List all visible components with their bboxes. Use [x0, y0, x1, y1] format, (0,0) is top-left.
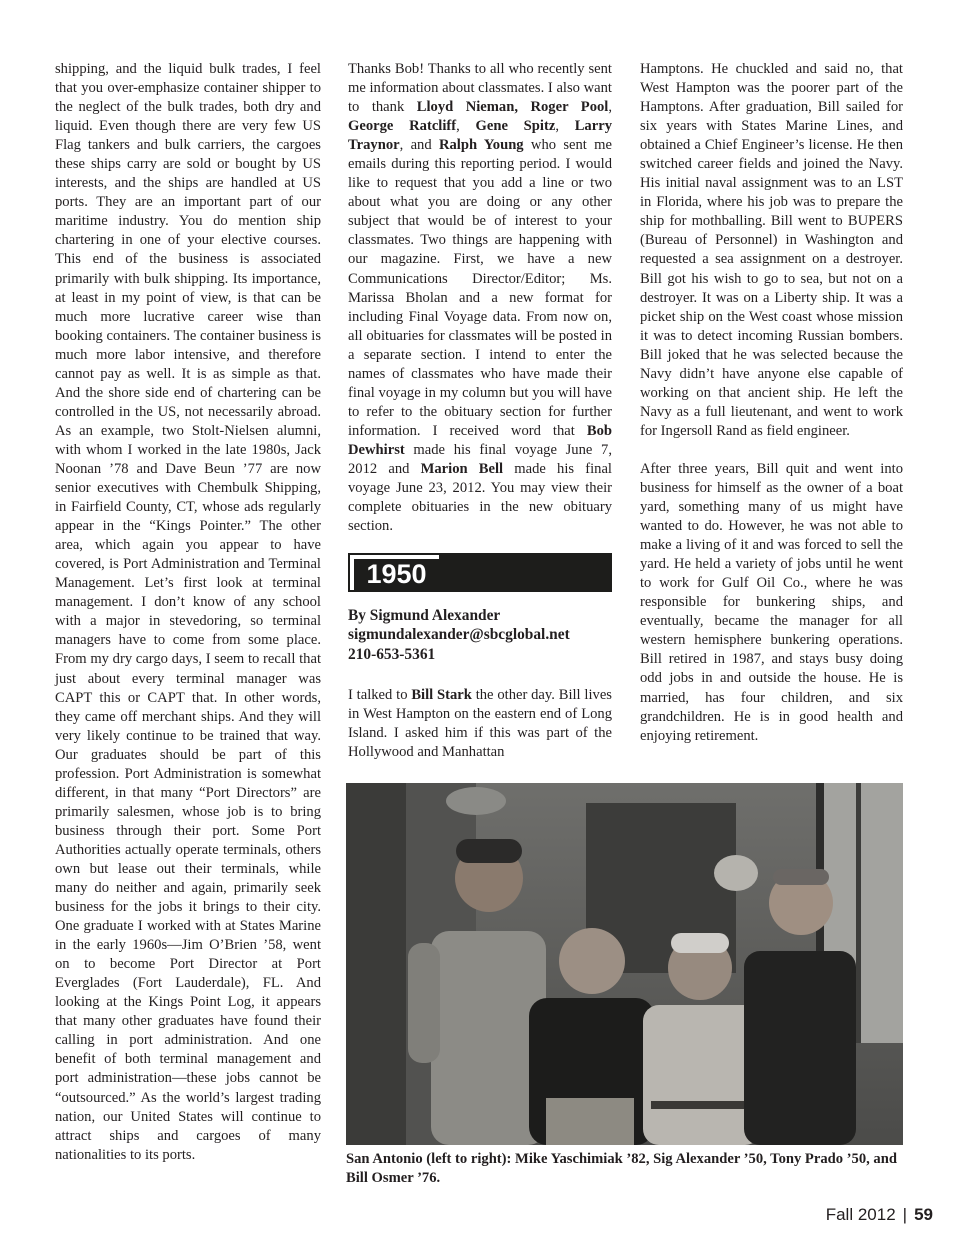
middle-column-upper — [348, 60, 612, 536]
text-run: shipping, and the liquid bulk trades, I feel that you over-emphasize container shipper to the neglect of the bulk trades, both dry and liquid. Even though there are very few US Flag tankers and bulk carriers, the cargoes these ships carry are sold or bought by US interests, and the ships are handled at US ports. They are an important part of our maritime industry. You do mention ship chartering in one of your elective courses. This end of the business is associated primarily with bulk shipping. Its importance, at least in my point of view, is that can be much more lucrative career wise than booking containers. The container business is much more labor intensive, and therefore cannot pay as well. It is as simple as that. And the shore side end of chartering can be controlled in the US, not necessarily abroad. As an example, two Stolt-Nielsen alumni, with whom I worked in the late 1980s, Jack Noonan ’78 and Dave Beun ’77 are now senior executives with Chembulk Shipping, in Fairfield County, CT, whose ads regularly appear in the “Kings Pointer.” The other area, which again you appear to have covered, is Port Administration and Terminal Management. Let’s first look at terminal management. I don’t know of any school with a major in stevedoring, so terminal managers have to come from some place. From my dry cargo days, I seem to recall that just about every terminal manager was CAPT this or CAPT that. In other words, they came off merchant ships. And they will very likely continue to be trained that way. Our graduates should be part of this profession. Port Administration is somewhat different, in that many “Port Directors” are primarily salesmen, whose job is to bring business through their port. Some Port Authorities actually operate terminals, others own but lease out their terminals, while many do neither and again, primarily seek business for the jobs it brings to their city. One graduate I worked with at States Marine in the early 1960s—Jim O’Brien ’58, went on to become Port Director at Port Everglades (Fort Lauderdale), FL. And looking at the Kings Point Log, it appears that many other graduates have found their calling in port administration. And one benefit of both terminal management and port administration—these jobs cannot be “outsourced.” As the world’s largest trading nation, our United States will continue to attract ships and cargoes of many nationalities to its ports. — [55, 61, 321, 1163]
byline-phone: 210-653-5361 — [348, 645, 436, 663]
person-3-hair — [671, 933, 729, 953]
text-run: the other day. Bill lives in West Hampton on the eastern end of Long Island. I asked him if this was part of the Hollywood and Manhattan — [348, 687, 612, 761]
page-number: 59 — [914, 1205, 933, 1224]
text-run: , — [555, 118, 575, 135]
text-run: , — [608, 99, 612, 116]
paragraph — [640, 60, 903, 441]
text-run: Thanks Bob! Thanks to all who recently sent me information about classmates. I also want to thank — [348, 61, 612, 116]
bold-name: Bob Dewhirst — [348, 422, 612, 458]
text-run: After three years, Bill quit and went into business for himself as the owner of a boat yard, something many of us might have wanted to do. However, he was not able to make a living of it and was forced to sell the yard. He held a variety of jobs until he went to work for Gulf Oil Co., where he was responsible for bunkering ships, and eventually, became the manager for all western hemisphere bunkering operations. Bill retired in 1987, and stays busy doing odd jobs in and outside the house. He is married, has four children, and six grandchildren. He is in good health and enjoying retirement. — [640, 460, 903, 744]
text-run: , and — [399, 137, 439, 154]
paragraph — [348, 60, 612, 536]
text-run: I talked to — [348, 687, 412, 703]
photo-stone-wall — [346, 783, 406, 1145]
person-4-hair — [773, 869, 829, 885]
text-run: Hamptons. He chuckled and said no, that West Hampton was the poorer part of the Hamptons. After graduation, Bill sailed for six years with States Marine Lines, and obtained a Chief Engineer’s license. He then switched career fields and joined the Navy. His initial naval assignment was to an LST in Florida, where his job was to prepare the ship for mothballing. Bill went to BUPERS (Bureau of Personnel) in Washington and requested a sea assignment on a destroyer. Bill got his wish to go to sea, but not on a destroyer. It was on a Liberty ship. It was a picket ship on the West coast whose mission it was to detect incoming Russian bombers. Bill joked that he was selected because the Navy didn’t have anyone else capable of working on that ancient ship. He left the Navy as a full lieutenant, and went to work for Ingersoll Rand as field engineer. — [640, 61, 903, 439]
bold-name: Gene Spitz — [475, 118, 556, 135]
middle-column-lower — [348, 686, 612, 762]
page-footer — [780, 1204, 933, 1226]
left-column — [55, 60, 321, 1165]
photo-ceiling-lamp — [446, 787, 506, 815]
bold-name: George Ratcliff — [348, 118, 457, 135]
class-year-label: 1950 — [354, 559, 439, 590]
text-run: , — [456, 118, 476, 135]
right-column — [640, 60, 903, 746]
text-run: made his final voyage June 7, 2012 and — [348, 441, 612, 477]
paragraph — [348, 686, 612, 762]
person-4-torso — [744, 951, 856, 1145]
person-2-head — [559, 928, 625, 994]
photo-caption: San Antonio (left to right): Mike Yaschimiak ’82, Sig Alexander ’50, Tony Prado ’50, and Bill Osmer ’76. — [346, 1151, 897, 1186]
bold-name: Ralph Young — [438, 137, 524, 154]
person-3-belt — [651, 1101, 751, 1109]
text-run: made his final voyage June 23, 2012. You may view their complete obituaries in the new obituary section. — [348, 460, 612, 535]
byline-author: By Sigmund Alexander — [348, 607, 501, 624]
bold-name: Lloyd Nieman, Roger Pool — [416, 99, 609, 116]
class-year-banner — [348, 553, 612, 592]
footer-issue: Fall 2012 — [825, 1205, 896, 1224]
group-photo — [346, 783, 903, 1145]
byline-email: sigmundalexander@sbcglobal.net — [348, 626, 570, 644]
person-3-torso — [643, 1005, 761, 1145]
text-run: who sent me emails during this reporting period. I would like to request that you add a line or two about what you are doing or any other subject that would be of interest to your classmates. Two things are happening with our magazine. First, we have a new Communications Director/Editor; Ms. Marissa Bholan and a new format for including Final Voyage data. From now on, all obituaries for classmates will be posted in a separate section. I intend to enter the names of classmates who have made their final voyage in my column but you will have to refer to the obituary section for further information. I received word that — [348, 137, 612, 439]
paragraph — [55, 60, 321, 1165]
person-1-torso — [431, 931, 546, 1145]
person-1-arm-left — [408, 943, 440, 1063]
bold-name: Bill Stark — [411, 687, 472, 703]
column-byline — [348, 606, 612, 664]
person-2-trousers — [546, 1098, 634, 1145]
paragraph — [640, 460, 903, 746]
person-1-hair — [456, 839, 522, 863]
class-year-box — [350, 555, 439, 590]
photo-window-frame-bar — [856, 783, 861, 1043]
bold-name: Larry Traynor — [348, 118, 612, 154]
photo-mounted-skull — [714, 855, 758, 891]
footer-separator: | — [902, 1205, 908, 1224]
bold-name: Marion Bell — [420, 460, 504, 477]
